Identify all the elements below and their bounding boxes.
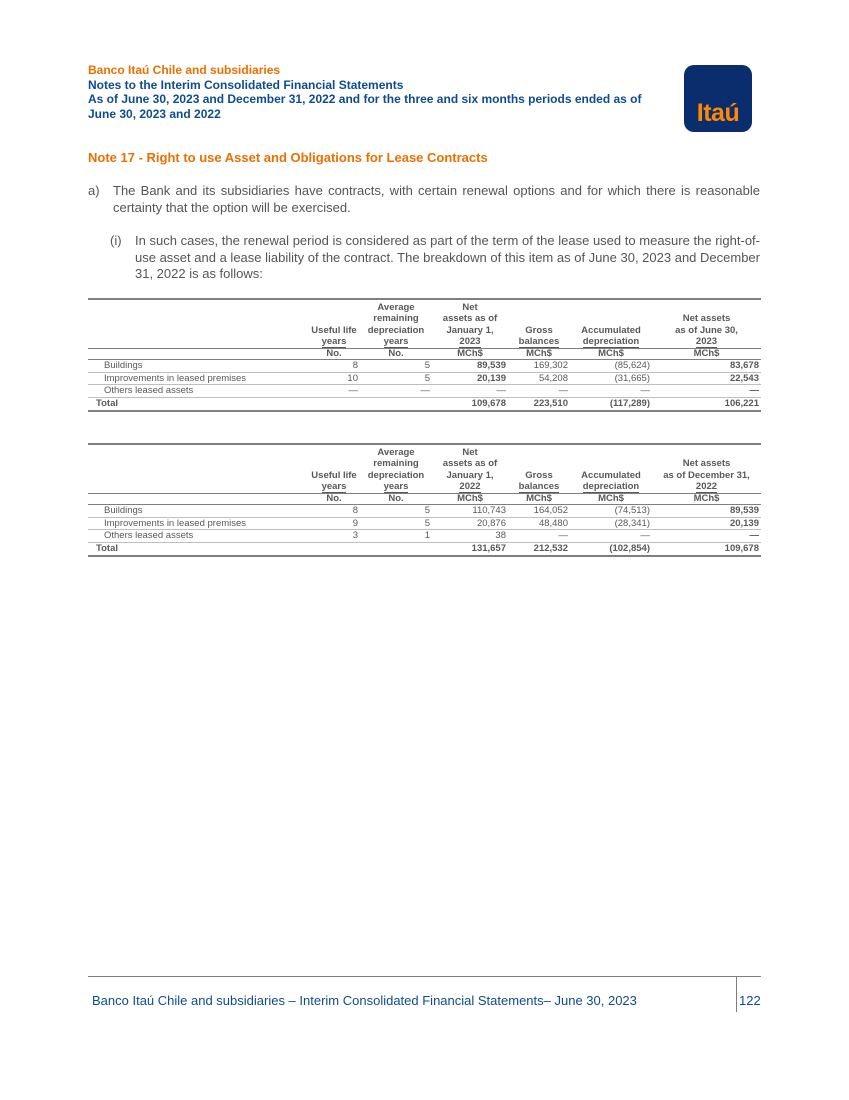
paragraph-i-text: In such cases, the renewal period is considered as part of the term of the lease used to measure the right-of-use asset and a lease liability of the contract. The breakdown of this item as of June 30, 2023 and December 31, 2022 is as follows:	[135, 233, 760, 281]
cell-net-end: —	[652, 530, 761, 543]
header-useful-life: Useful life years	[308, 444, 360, 494]
footer-vertical-divider	[736, 977, 737, 1012]
cell-net-end: 89,539	[652, 505, 761, 518]
total-row	[88, 542, 761, 556]
unit-cell: No.	[308, 349, 360, 360]
row-label: Others leased assets	[88, 385, 308, 398]
cell-net-start: 89,539	[432, 360, 508, 373]
cell-avg-remaining: —	[360, 385, 432, 398]
header-label-blank	[88, 444, 308, 494]
header-net-assets-end: Net assets as of June 30, 2023	[652, 299, 761, 349]
cell-useful-life: 8	[308, 505, 360, 518]
cell-gross: —	[508, 530, 570, 543]
cell-net-start: —	[432, 385, 508, 398]
cell-accumulated: (31,665)	[570, 372, 652, 385]
total-row	[88, 397, 761, 411]
cell-useful-life: 8	[308, 360, 360, 373]
row-label: Buildings	[88, 360, 308, 373]
footer-text: Banco Itaú Chile and subsidiaries – Interim Consolidated Financial Statements– June 30, 2023	[92, 993, 637, 1008]
note-title: Note 17 - Right to use Asset and Obligations for Lease Contracts	[88, 150, 488, 165]
company-name: Banco Itaú Chile and subsidiaries	[88, 63, 281, 77]
cell-useful-life: 10	[308, 372, 360, 385]
header-accumulated-depreciation: Accumulated depreciation	[570, 444, 652, 494]
cell-net-end: 83,678	[652, 360, 761, 373]
header-avg-remaining: Average remaining depreciation years	[360, 299, 432, 349]
unit-cell: MCh$	[652, 349, 761, 360]
cell-avg-remaining: 1	[360, 530, 432, 543]
paragraph-i-marker: (i)	[110, 233, 122, 248]
unit-cell: MCh$	[570, 494, 652, 505]
cell-net-start: 20,139	[432, 372, 508, 385]
row-label: Improvements in leased premises	[88, 517, 308, 530]
unit-cell: MCh$	[570, 349, 652, 360]
unit-cell: MCh$	[432, 494, 508, 505]
cell-avg-remaining: 5	[360, 505, 432, 518]
lease-assets-table-2022	[88, 443, 761, 557]
cell-avg-remaining: 5	[360, 517, 432, 530]
units-row	[88, 494, 761, 505]
cell-useful-life: 3	[308, 530, 360, 543]
total-gross: 212,532	[508, 542, 570, 556]
cell-net-start: 20,876	[432, 517, 508, 530]
total-accumulated: (102,854)	[570, 542, 652, 556]
cell-net-end: 20,139	[652, 517, 761, 530]
paragraph-i	[110, 233, 760, 283]
cell-avg-remaining: 5	[360, 372, 432, 385]
header-avg-remaining: Average remaining depreciation years	[360, 444, 432, 494]
table-row	[88, 372, 761, 385]
table-row	[88, 517, 761, 530]
header-label-blank	[88, 299, 308, 349]
cell-gross: 48,480	[508, 517, 570, 530]
table-header-row	[88, 299, 761, 349]
cell-gross: 164,052	[508, 505, 570, 518]
cell-avg-remaining: 5	[360, 360, 432, 373]
table-row	[88, 530, 761, 543]
footer-divider	[88, 976, 761, 977]
table-row	[88, 385, 761, 398]
header-net-assets-start: Net assets as of January 1, 2023	[432, 299, 508, 349]
total-net-end: 106,221	[652, 397, 761, 411]
cell-gross: —	[508, 385, 570, 398]
unit-cell: MCh$	[652, 494, 761, 505]
cell-net-end: —	[652, 385, 761, 398]
cell-gross: 54,208	[508, 372, 570, 385]
row-label: Buildings	[88, 505, 308, 518]
logo-text: Itaú	[696, 99, 740, 127]
total-net-start: 131,657	[432, 542, 508, 556]
paragraph-a-marker: a)	[88, 183, 100, 198]
cell-accumulated: —	[570, 530, 652, 543]
paragraph-a	[88, 183, 760, 216]
row-label: Others leased assets	[88, 530, 308, 543]
row-label: Improvements in leased premises	[88, 372, 308, 385]
header-gross-balances: Gross balances	[508, 444, 570, 494]
unit-cell: No.	[360, 494, 432, 505]
cell-useful-life: 9	[308, 517, 360, 530]
cell-useful-life: —	[308, 385, 360, 398]
cell-accumulated: (74,513)	[570, 505, 652, 518]
lease-assets-table-2023	[88, 298, 761, 412]
header-useful-life: Useful life years	[308, 299, 360, 349]
total-gross: 223,510	[508, 397, 570, 411]
cell-net-start: 110,743	[432, 505, 508, 518]
unit-cell: MCh$	[432, 349, 508, 360]
header-accumulated-depreciation: Accumulated depreciation	[570, 299, 652, 349]
table-header-row	[88, 444, 761, 494]
paragraph-a-text: The Bank and its subsidiaries have contracts, with certain renewal options and for which there is reasonable certainty that the option will be exercised.	[113, 183, 760, 215]
period-line-2: June 30, 2023 and 2022	[88, 106, 221, 121]
page-number: 122	[739, 993, 761, 1008]
total-net-start: 109,678	[432, 397, 508, 411]
period-line-1: As of June 30, 2023 and December 31, 2022 and for the three and six months periods ended as of	[88, 92, 642, 106]
header-net-assets-start: Net assets as of January 1, 2022	[432, 444, 508, 494]
cell-net-end: 22,543	[652, 372, 761, 385]
cell-net-start: 38	[432, 530, 508, 543]
itau-logo	[684, 65, 752, 132]
unit-cell: MCh$	[508, 349, 570, 360]
total-net-end: 109,678	[652, 542, 761, 556]
statement-title: Notes to the Interim Consolidated Financial Statements	[88, 77, 404, 92]
unit-cell: No.	[360, 349, 432, 360]
unit-cell: MCh$	[508, 494, 570, 505]
units-row	[88, 349, 761, 360]
unit-cell: No.	[308, 494, 360, 505]
cell-gross: 169,302	[508, 360, 570, 373]
table-row	[88, 505, 761, 518]
cell-accumulated: (85,624)	[570, 360, 652, 373]
table-row	[88, 360, 761, 373]
header-net-assets-end: Net assets as of December 31, 2022	[652, 444, 761, 494]
header-gross-balances: Gross balances	[508, 299, 570, 349]
total-label: Total	[88, 397, 308, 411]
cell-accumulated: (28,341)	[570, 517, 652, 530]
cell-accumulated: —	[570, 385, 652, 398]
total-accumulated: (117,289)	[570, 397, 652, 411]
page-header	[88, 63, 678, 121]
total-label: Total	[88, 542, 308, 556]
